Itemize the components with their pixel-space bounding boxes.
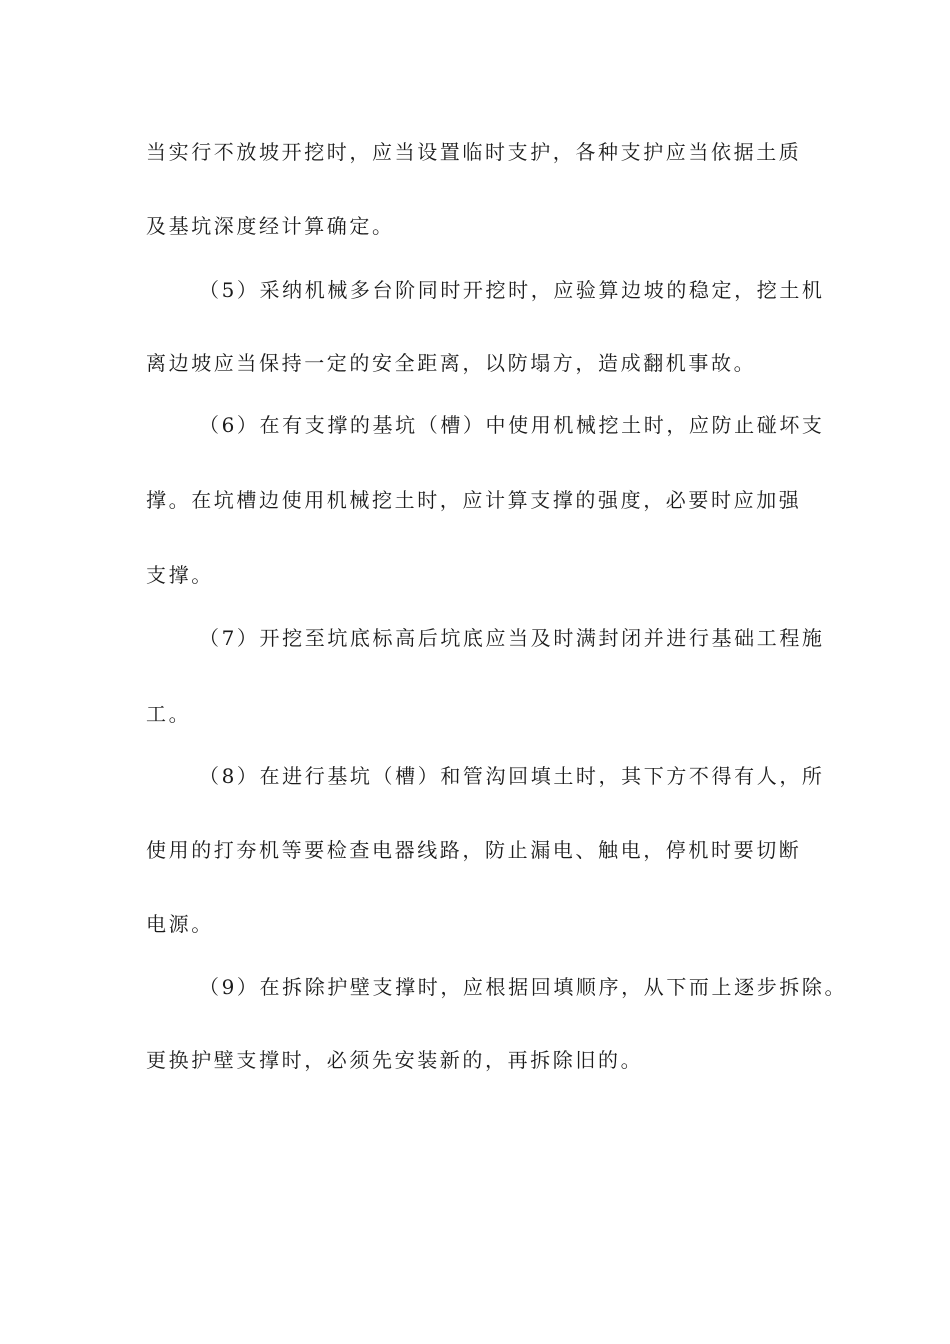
text-line: 使用的打夯机等要检查电器线路，防止漏电、触电，停机时要切断 xyxy=(146,838,802,862)
text-line: 撑。在坑槽边使用机械挖土时，应计算支撑的强度，必要时应加强 xyxy=(146,488,802,512)
text-line: 当实行不放坡开挖时，应当设置临时支护，各种支护应当依据土质 xyxy=(146,140,802,164)
text-line: （6）在有支撑的基坑（槽）中使用机械挖土时，应防止碰坏支 xyxy=(199,413,825,437)
text-line: 电源。 xyxy=(146,912,214,936)
text-line: （9）在拆除护壁支撑时，应根据回填顺序，从下而上逐步拆除。 xyxy=(199,975,848,999)
text-line: 更换护壁支撑时，必须先安装新的，再拆除旧的。 xyxy=(146,1048,644,1072)
text-line: （8）在进行基坑（槽）和管沟回填土时，其下方不得有人，所 xyxy=(199,764,825,788)
text-line: 支撑。 xyxy=(146,563,214,587)
text-line: 及基坑深度经计算确定。 xyxy=(146,214,395,238)
text-line: （5）采纳机械多台阶同时开挖时，应验算边坡的稳定，挖土机 xyxy=(199,278,825,302)
text-line: 离边坡应当保持一定的安全距离，以防塌方，造成翻机事故。 xyxy=(146,351,757,375)
text-line: 工。 xyxy=(146,702,192,726)
text-line: （7）开挖至坑底标高后坑底应当及时满封闭并进行基础工程施 xyxy=(199,626,825,650)
